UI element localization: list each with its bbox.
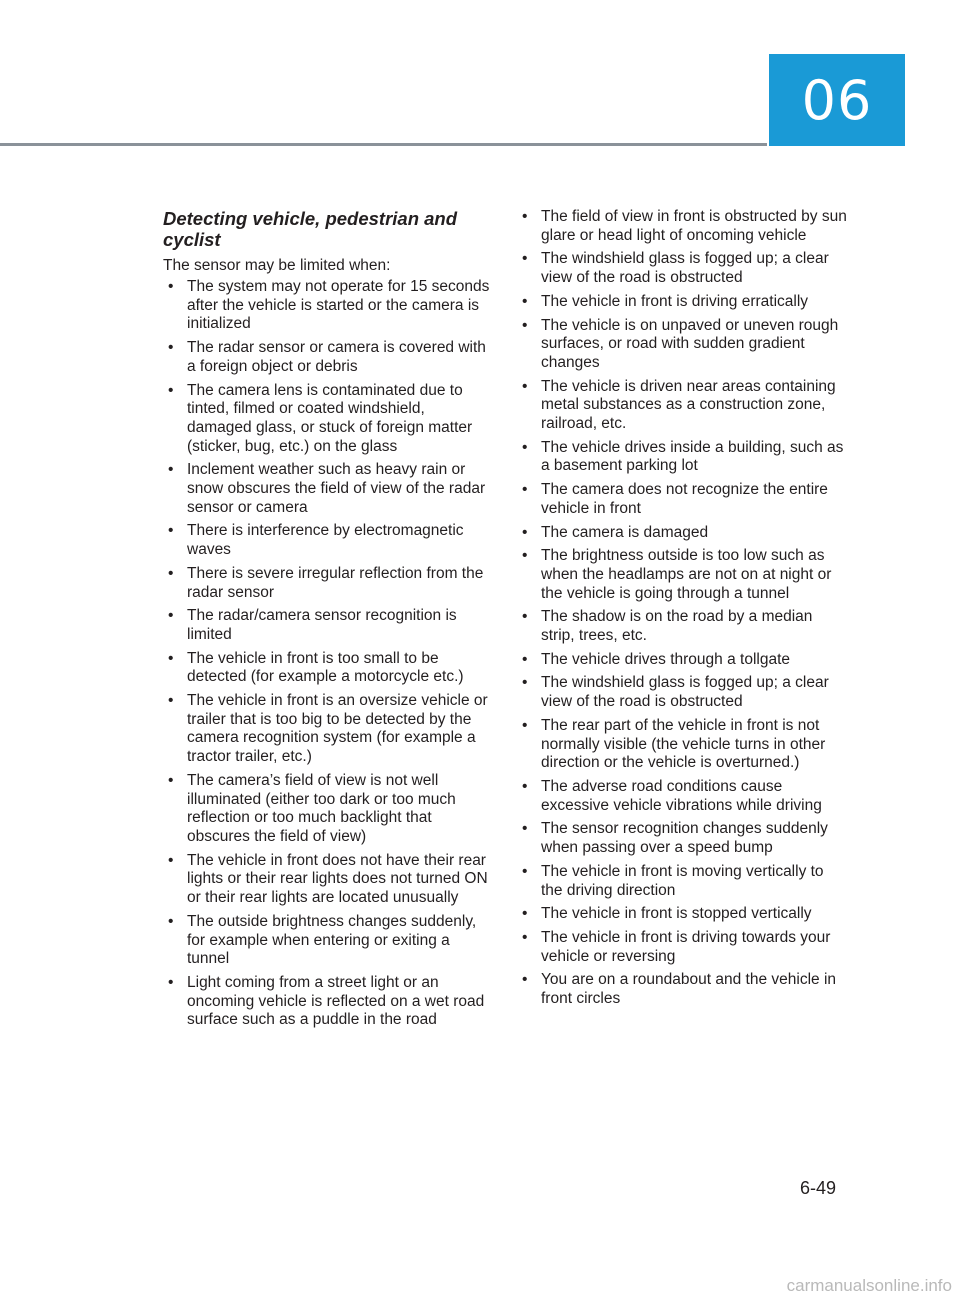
list-item [517, 905, 847, 924]
list-item-text: The vehicle drives inside a building, such as a basement parking lot [541, 438, 844, 475]
list-item-text: The vehicle in front is driving towards your vehicle or reversing [541, 928, 831, 965]
bullet-icon: • [522, 905, 528, 923]
list-item [163, 339, 493, 376]
bullet-icon: • [522, 377, 528, 395]
bullet-icon: • [522, 250, 528, 268]
bullet-icon: • [168, 381, 174, 399]
list-item-text: The rear part of the vehicle in front is not normally visible (the vehicle turns in other direction or the vehicle is overturned.) [541, 716, 826, 772]
list-item [163, 278, 493, 334]
list-item [517, 863, 847, 900]
bullet-icon: • [522, 862, 528, 880]
chapter-tab [769, 54, 905, 146]
list-item [517, 674, 847, 711]
list-item-text: The vehicle is driven near areas containing metal substances as a construction zone, railroad, etc. [541, 377, 836, 433]
list-item [163, 382, 493, 457]
bullet-icon: • [522, 208, 528, 225]
list-item-text: There is severe irregular reflection from the radar sensor [187, 564, 484, 601]
list-item [517, 820, 847, 857]
list-item-text: The vehicle in front is stopped vertically [541, 905, 812, 923]
list-item [517, 717, 847, 773]
chapter-number: 06 [801, 68, 873, 132]
list-item [163, 461, 493, 517]
list-item-text: There is interference by electromagnetic waves [187, 522, 464, 559]
list-item [517, 293, 847, 312]
bullet-icon: • [168, 607, 174, 625]
list-item-text: The windshield glass is fogged up; a clear view of the road is obstructed [541, 250, 829, 287]
list-item [517, 547, 847, 603]
bullet-icon: • [168, 649, 174, 667]
bullet-icon: • [522, 547, 528, 565]
list-item [163, 692, 493, 767]
list-item-text: Inclement weather such as heavy rain or snow obscures the field of view of the radar sensor or camera [187, 461, 486, 516]
list-item [163, 852, 493, 908]
list-item-text: The vehicle is on unpaved or uneven rough surfaces, or road with sudden gradient changes [541, 316, 839, 371]
list-item-text: The sensor recognition changes suddenly when passing over a speed bump [541, 820, 828, 857]
list-item-text: The radar sensor or camera is covered with a foreign object or debris [187, 339, 486, 375]
list-item [163, 650, 493, 687]
bullet-icon: • [168, 771, 174, 789]
list-item-text: The windshield glass is fogged up; a clear view of the road is obstructed [541, 674, 829, 711]
list-item [517, 971, 847, 1008]
list-item [517, 208, 847, 245]
list-item [163, 607, 493, 644]
list-item-text: The camera’s field of view is not well illuminated (either too dark or too much reflection or too much backlight that obscures the field of view) [187, 771, 456, 845]
bullet-icon: • [522, 523, 528, 541]
list-item [517, 608, 847, 645]
bullet-icon: • [168, 973, 174, 991]
list-item [163, 913, 493, 969]
list-item-text: The system may not operate for 15 seconds after the vehicle is started or the camera is initialized [187, 278, 490, 333]
bullet-icon: • [168, 851, 174, 869]
list-item [163, 974, 493, 1030]
left-column [163, 208, 493, 1035]
list-item-text: The adverse road conditions cause excessive vehicle vibrations while driving [541, 777, 822, 814]
list-item [517, 378, 847, 434]
bullet-icon: • [168, 912, 174, 930]
bullet-icon: • [522, 608, 528, 626]
list-item-text: The vehicle in front is an oversize vehicle or trailer that is too big to be detected by the camera recognition system (for example a tractor trailer, etc.) [187, 692, 488, 766]
watermark[interactable]: carmanualsonline.info [786, 1276, 952, 1295]
bullet-icon: • [522, 971, 528, 989]
left-bullet-list [163, 278, 493, 1030]
bullet-icon: • [168, 522, 174, 540]
header-rule [0, 143, 767, 146]
bullet-icon: • [168, 461, 174, 479]
list-item-text: The camera is damaged [541, 523, 709, 541]
list-item [517, 439, 847, 476]
list-item-text: The vehicle in front is driving erratically [541, 292, 809, 310]
bullet-icon: • [522, 674, 528, 692]
list-item-text: The radar/camera sensor recognition is limited [187, 607, 457, 643]
list-item-text: The field of view in front is obstructed by sun glare or head light of oncoming vehicle [541, 208, 847, 244]
list-item [163, 772, 493, 847]
list-item-text: The vehicle in front is too small to be detected (for example a motorcycle etc.) [187, 649, 464, 686]
right-bullet-list [517, 208, 847, 1009]
list-item-text: The brightness outside is too low such as when the headlamps are not on at night or the vehicle is going through a tunnel [541, 547, 832, 602]
section-intro: The sensor may be limited when: [163, 257, 391, 274]
list-item [517, 778, 847, 815]
list-item-text: The vehicle in front does not have their rear lights or their rear lights does not turned ON or their rear lights are located unusually [187, 851, 488, 907]
bullet-icon: • [522, 650, 528, 668]
list-item-text: The camera lens is contaminated due to tinted, filmed or coated windshield, damaged glass, or stuck of foreign matter (sticker, bug, etc.) on the glass [187, 381, 473, 455]
bullet-icon: • [522, 928, 528, 946]
list-item [517, 250, 847, 287]
right-column [517, 208, 847, 1014]
list-item-text: You are on a roundabout and the vehicle in front circles [541, 971, 837, 1008]
bullet-icon: • [168, 692, 174, 710]
bullet-icon: • [168, 564, 174, 582]
bullet-icon: • [522, 777, 528, 795]
page-number: 6-49 [799, 1178, 836, 1198]
list-item [517, 929, 847, 966]
section-title: Detecting vehicle, pedestrian and cyclist [163, 208, 458, 250]
list-item-text: The shadow is on the road by a median strip, trees, etc. [541, 608, 813, 645]
list-item [517, 481, 847, 518]
bullet-icon: • [522, 716, 528, 734]
list-item-text: The vehicle in front is moving vertically to the driving direction [541, 862, 824, 899]
list-item-text: The vehicle drives through a tollgate [541, 650, 791, 668]
bullet-icon: • [168, 339, 174, 357]
bullet-icon: • [522, 481, 528, 499]
bullet-icon: • [522, 316, 528, 334]
bullet-icon: • [522, 292, 528, 310]
list-item-text: The camera does not recognize the entire vehicle in front [541, 481, 828, 517]
list-item [163, 565, 493, 602]
bullet-icon: • [522, 820, 528, 838]
list-item [517, 317, 847, 373]
list-item-text: Light coming from a street light or an oncoming vehicle is reflected on a wet road surface such as a puddle in the road [187, 973, 485, 1029]
list-item-text: The outside brightness changes suddenly, for example when entering or exiting a tunnel [187, 912, 477, 968]
list-item [517, 524, 847, 543]
bullet-icon: • [522, 438, 528, 456]
list-item [163, 522, 493, 559]
list-item [517, 651, 847, 670]
bullet-icon: • [168, 278, 174, 295]
